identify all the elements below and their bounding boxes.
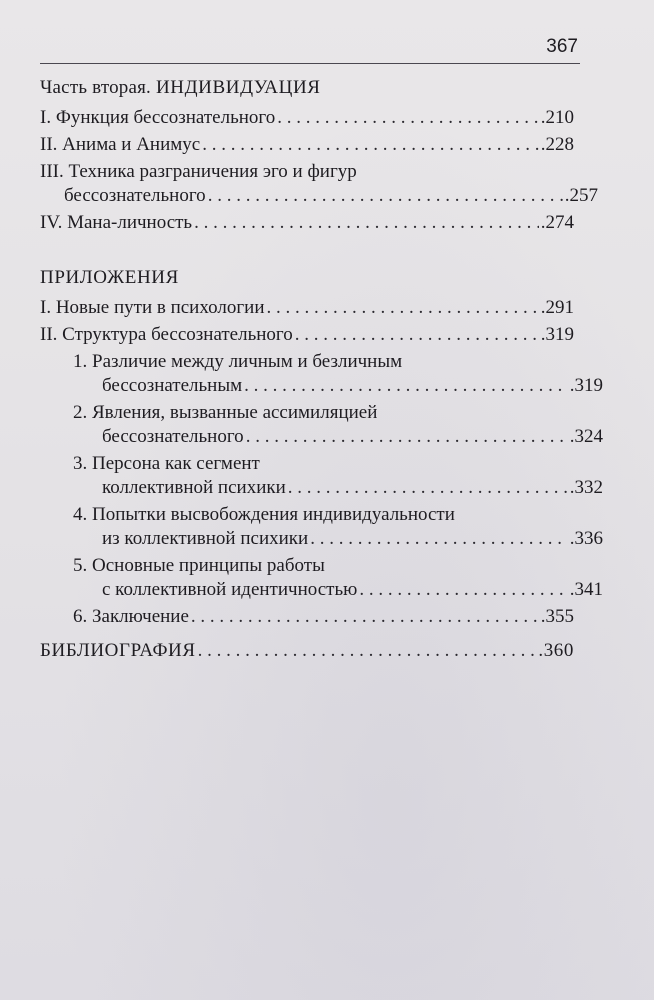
- toc-entry-title-continued: бессознательного: [64, 185, 206, 206]
- section-title-appendix: [40, 266, 574, 290]
- toc-entry[interactable]: [40, 296, 574, 320]
- toc-entry-page: .319: [540, 324, 574, 345]
- toc-entry[interactable]: [40, 160, 598, 208]
- leader-dots: [198, 639, 537, 663]
- toc-entry-bibliography[interactable]: [40, 639, 574, 663]
- leader-dots: [295, 323, 539, 347]
- toc-entry[interactable]: [40, 323, 574, 347]
- toc-entry-page: .291: [540, 297, 574, 318]
- toc-entry-title: I. Функция бессознательного: [40, 107, 276, 128]
- toc-entry-page: .341: [569, 579, 603, 600]
- toc-entry-page: .257: [564, 185, 598, 206]
- page-number: 367: [546, 36, 578, 57]
- toc-entry-title: 2. Явления, вызванные ассимиляцией: [73, 402, 378, 423]
- toc-entry-title: 4. Попытки высвобождения индивидуальности: [73, 504, 455, 525]
- toc-entry-page: .324: [569, 426, 603, 447]
- leader-dots: [266, 296, 538, 320]
- leader-dots: [246, 425, 568, 449]
- section-title-part-two: [40, 76, 574, 100]
- leader-dots: [191, 605, 539, 629]
- toc-entry-title-continued: с коллективной идентичностью: [102, 579, 358, 600]
- toc-entry-title: БИБЛИОГРАФИЯ: [40, 640, 196, 661]
- toc-entry-page: .210: [540, 107, 574, 128]
- leader-dots: [288, 476, 568, 500]
- leader-dots: [202, 133, 539, 157]
- leader-dots: [244, 374, 568, 398]
- toc-entry-page: .360: [538, 640, 574, 661]
- toc-entry-title: 5. Основные принципы работы: [73, 555, 325, 576]
- leader-dots: [310, 527, 568, 551]
- toc-entry[interactable]: [40, 211, 574, 235]
- toc-subentry[interactable]: [73, 554, 603, 602]
- leader-dots: [277, 106, 539, 130]
- toc-subentry[interactable]: [73, 350, 603, 398]
- toc-entry-title: IV. Мана-личность: [40, 212, 193, 233]
- toc-entry-title-continued: бессознательного: [102, 426, 244, 447]
- leader-dots: [208, 184, 563, 208]
- toc-entry-page: .336: [569, 528, 603, 549]
- toc-entry-page: .228: [540, 134, 574, 155]
- section-name: ПРИЛОЖЕНИЯ: [40, 267, 179, 288]
- toc-entry-page: .319: [569, 375, 603, 396]
- header-rule: [40, 63, 580, 64]
- toc-subentry[interactable]: [73, 503, 603, 551]
- toc-subentry[interactable]: [73, 401, 603, 449]
- leader-dots: [194, 211, 539, 235]
- toc-entry-title: 6. Заключение: [73, 606, 189, 627]
- toc-entry-title: I. Новые пути в психологии: [40, 297, 265, 318]
- toc-subentry[interactable]: [73, 605, 574, 629]
- toc-entry[interactable]: [40, 106, 574, 130]
- section-name: ИНДИВИДУАЦИЯ: [155, 77, 321, 98]
- leader-dots: [359, 578, 567, 602]
- toc-entry-title: III. Техника разграничения эго и фигур: [40, 161, 357, 182]
- toc-entry-page: .355: [540, 606, 574, 627]
- toc-subentry[interactable]: [73, 452, 603, 500]
- toc-entry[interactable]: [40, 133, 574, 157]
- toc-entry-title: II. Анима и Анимус: [40, 134, 201, 155]
- toc-entry-title: 1. Различие между личным и безличным: [73, 351, 403, 372]
- table-of-contents: [40, 72, 603, 666]
- toc-entry-page: .332: [569, 477, 603, 498]
- toc-entry-title-continued: коллективной психики: [102, 477, 286, 498]
- toc-entry-title-continued: из коллективной психики: [102, 528, 309, 549]
- section-prefix: Часть вторая.: [40, 77, 152, 98]
- toc-entry-title: II. Структура бессознательного: [40, 324, 293, 345]
- toc-entry-page: .274: [540, 212, 574, 233]
- toc-entry-title-continued: бессознательным: [102, 375, 243, 396]
- toc-entry-title: 3. Персона как сегмент: [73, 453, 260, 474]
